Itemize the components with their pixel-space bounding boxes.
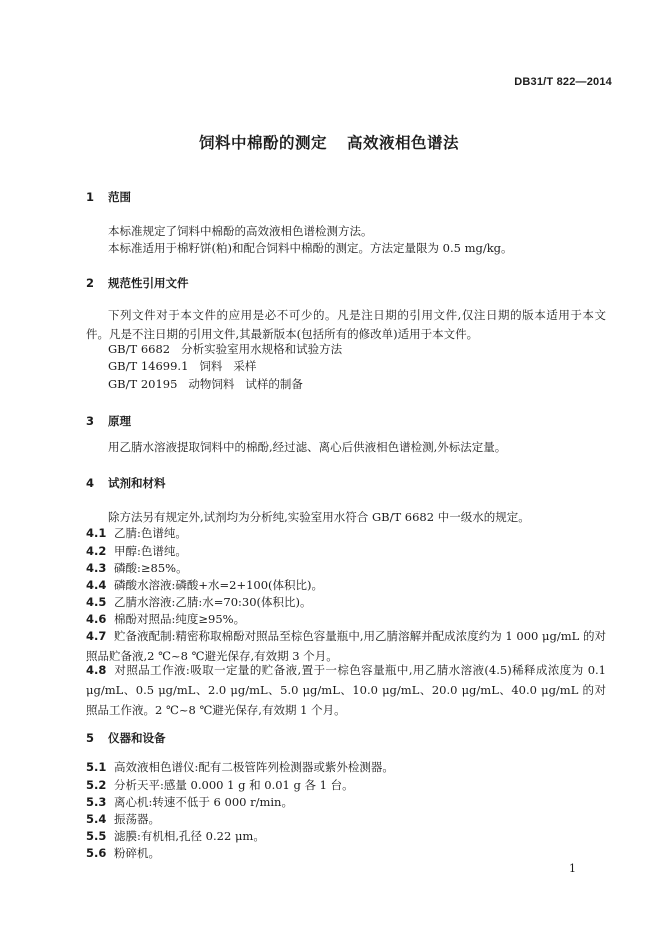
- document-code: DB31/T 822—2014: [514, 76, 612, 88]
- reagent-item: 4.5 乙腈水溶液:乙腈:水=70:30(体积比)。: [86, 595, 312, 609]
- section-number: 1: [86, 190, 95, 204]
- section-4-intro: 除方法另有规定外,试剂均为分析纯,实验室用水符合 GB/T 6682 中一级水的规定。: [108, 510, 530, 524]
- section-number: 4: [86, 476, 95, 490]
- section-title: 仪器和设备: [108, 731, 166, 745]
- reference-item: GB/T 14699.1 饲料 采样: [108, 359, 257, 373]
- equipment-item: 5.2 分析天平:感量 0.000 1 g 和 0.01 g 各 1 台。: [86, 778, 354, 792]
- section-2-heading: [86, 275, 189, 291]
- section-number: 5: [86, 731, 95, 745]
- page-number: 1: [569, 862, 576, 875]
- section-4-heading: [86, 475, 166, 491]
- reagent-item: 4.4 磷酸水溶液:磷酸+水=2+100(体积比)。: [86, 578, 324, 592]
- reagent-item: 4.1 乙腈:色谱纯。: [86, 526, 187, 540]
- section-title: 范围: [108, 190, 131, 204]
- reagent-item: 4.8 对照品工作液:吸取一定量的贮备液,置于一棕色容量瓶中,用乙腈水溶液(4.5)稀释成浓度为 0.1 μg/mL、0.5 μg/mL、2.0 μg/mL、5.0 μg/mL、10.0 μg/mL、20.0 μg/mL、40.0 μg/mL 的对照品工作液。2 ℃~8 ℃避光保存,有效期 1 个月。: [86, 663, 606, 717]
- document-title: [0, 131, 658, 153]
- equipment-item: 5.6 粉碎机。: [86, 846, 160, 860]
- section-5-heading: [86, 730, 166, 746]
- reference-item: GB/T 20195 动物饲料 试样的制备: [108, 377, 303, 391]
- equipment-item: 5.1 高效液相色谱仪:配有二极管阵列检测器或紫外检测器。: [86, 760, 394, 774]
- reagent-item: 4.6 棉酚对照品:纯度≥95%。: [86, 612, 246, 626]
- equipment-item: 5.4 振荡器。: [86, 812, 160, 826]
- title-part-2: 高效液相色谱法: [347, 134, 460, 152]
- section-title: 规范性引用文件: [108, 276, 189, 290]
- section-1-heading: [86, 189, 131, 205]
- section-number: 3: [86, 414, 95, 428]
- section-2-paragraph: 下列文件对于本文件的应用是必不可少的。凡是注日期的引用文件,仅注日期的版本适用于本文件。凡是不注日期的引用文件,其最新版本(包括所有的修改单)适用于本文件。: [86, 308, 606, 341]
- reagent-item: 4.7 贮备液配制:精密称取棉酚对照品至棕色容量瓶中,用乙腈溶解并配成浓度约为 1 000 μg/mL 的对照品贮备液,2 ℃~8 ℃避光保存,有效期 3 个月。: [86, 629, 606, 663]
- equipment-item: 5.3 离心机:转速不低于 6 000 r/min。: [86, 795, 293, 809]
- section-3-heading: [86, 413, 131, 429]
- section-title: 原理: [108, 414, 131, 428]
- title-part-1: 饲料中棉酚的测定: [198, 134, 327, 152]
- reagent-item: 4.3 磷酸:≥85%。: [86, 561, 188, 575]
- section-1-paragraph-1: 本标准规定了饲料中棉酚的高效液相色谱检测方法。: [108, 224, 373, 238]
- reagent-item: 4.2 甲醇:色谱纯。: [86, 544, 187, 558]
- section-number: 2: [86, 276, 95, 290]
- section-1-paragraph-2: 本标准适用于棉籽饼(粕)和配合饲料中棉酚的测定。方法定量限为 0.5 mg/kg。: [108, 241, 513, 255]
- reference-item: GB/T 6682 分析实验室用水规格和试验方法: [108, 342, 343, 356]
- section-3-paragraph: 用乙腈水溶液提取饲料中的棉酚,经过滤、离心后供液相色谱检测,外标法定量。: [108, 440, 507, 454]
- section-title: 试剂和材料: [108, 476, 166, 490]
- equipment-item: 5.5 滤膜:有机相,孔径 0.22 μm。: [86, 829, 265, 843]
